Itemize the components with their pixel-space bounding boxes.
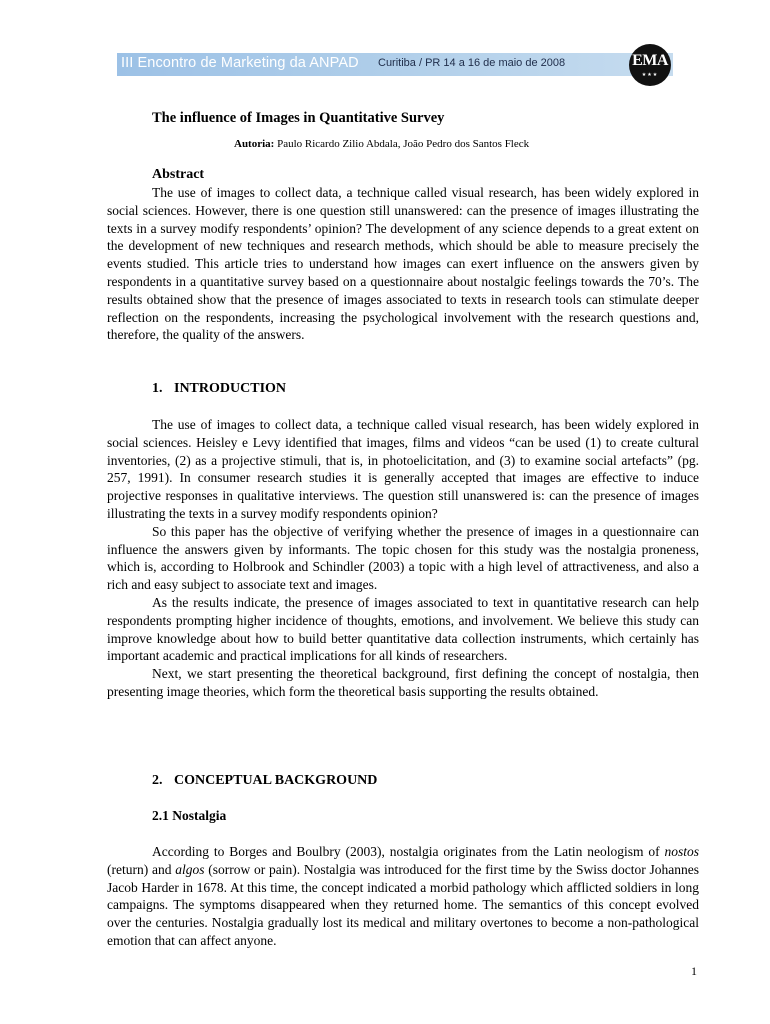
authors-label: Autoria:: [234, 138, 275, 150]
header-banner: [117, 53, 673, 76]
nostalgia-text-1: According to Borges and Boulbry (2003), nostalgia originates from the Latin neologism of: [152, 844, 665, 859]
section-1-heading: [152, 381, 286, 397]
abstract-paragraph: The use of images to collect data, a technique called visual research, has been widely explored in social sciences. However, there is one question still unanswered: can the presence of images illustrating the texts in a survey modify respondents’ opinion? The development of any science depends to a great extent on the development of new techniques and research methods, which should be able to measure precisely the events studied. This article tries to understand how images can exert influence on the answers given by respondents in a quantitative survey based on a questionnaire about nostalgic feelings towards the 70’s. The results obtained show that the presence of images associated to texts in research tools can stimulate deeper reflection on the respondents, increasing the psychological involvement with the research questions and, therefore, the quality of the answers.: [107, 185, 699, 343]
page-number: 1: [691, 964, 697, 978]
paper-authors: [234, 138, 529, 150]
intro-paragraph-2: So this paper has the objective of verifying whether the presence of images in a questionnaire can influence the answers given by informants. The topic chosen for this study was the nostalgia proneness, which is, according to Holbrook and Schindler (2003) a topic with a high level of attractiveness, and also a rich and easy subject to associate text and images.: [107, 523, 699, 593]
event-location-dates: Curitiba / PR 14 a 16 de maio de 2008: [378, 57, 566, 69]
intro-paragraph-4: Next, we start presenting the theoretical background, first defining the concept of nostalgia, then presenting image theories, which form the theoretical basis supporting the results obtained.: [107, 666, 699, 699]
logo-text: EMA: [632, 52, 668, 69]
intro-paragraph-1: The use of images to collect data, a technique called visual research, has been widely explored in social sciences. Heisley e Levy identified that images, films and videos “can be used (1) to create cultural inventories, (2) as a projective stimuli, that is, in photoelicitation, and (3) to examine social artefacts” (pg. 257, 1991). In consumer research studies it is generally accepted that images are effective to induce projective responses in qualitative interviews. The question still unanswered is: can the presence of images illustrating the texts in a survey modify respondents opinion?: [107, 417, 699, 521]
event-name: III Encontro de Marketing da ANPAD: [121, 55, 359, 71]
section-1-number: 1.: [152, 381, 163, 396]
paper-title: The influence of Images in Quantitative Survey: [152, 110, 445, 126]
term-algos: algos: [175, 861, 205, 877]
nostalgia-text-3: (sorrow or pain). Nostalgia was introduced for the first time by the Swiss doctor Johannes Jacob Harder in 1678. At this time, the concept indicated a morbid pathology which afflicted soldiers in long campaigns. The symptoms disappeared when they returned home. The semantics of this concept evolved over the centuries. Nostalgia gradually lost its medical and military overtones to become a non-pathological emotion that can affect anyone.: [107, 861, 699, 948]
abstract-body: [107, 184, 699, 344]
nostalgia-body: [107, 843, 699, 950]
section-2-heading: [152, 773, 377, 789]
term-nostos: nostos: [664, 844, 699, 859]
nostalgia-text-2: (return) and: [107, 861, 176, 877]
subsection-nostalgia-heading: 2.1 Nostalgia: [152, 808, 227, 823]
section-2-number: 2.: [152, 773, 163, 788]
logo-stars: ★★★: [641, 73, 659, 78]
abstract-heading: Abstract: [152, 167, 205, 182]
section-1-title: INTRODUCTION: [174, 381, 287, 396]
nostalgia-paragraph: [107, 843, 699, 950]
ema-logo: [629, 44, 671, 86]
intro-paragraph-3: As the results indicate, the presence of images associated to text in quantitative research can help respondents prompting higher incidence of thoughts, emotions, and involvement. We believe this study can improve knowledge about how to build better quantitative data collection instruments, which certainly has important academic and practical implications for all kinds of researchers.: [107, 594, 699, 664]
section-2-title: CONCEPTUAL BACKGROUND: [174, 773, 378, 788]
introduction-body: [107, 416, 699, 701]
authors-names: Paulo Ricardo Zilio Abdala, João Pedro dos Santos Fleck: [277, 138, 530, 150]
